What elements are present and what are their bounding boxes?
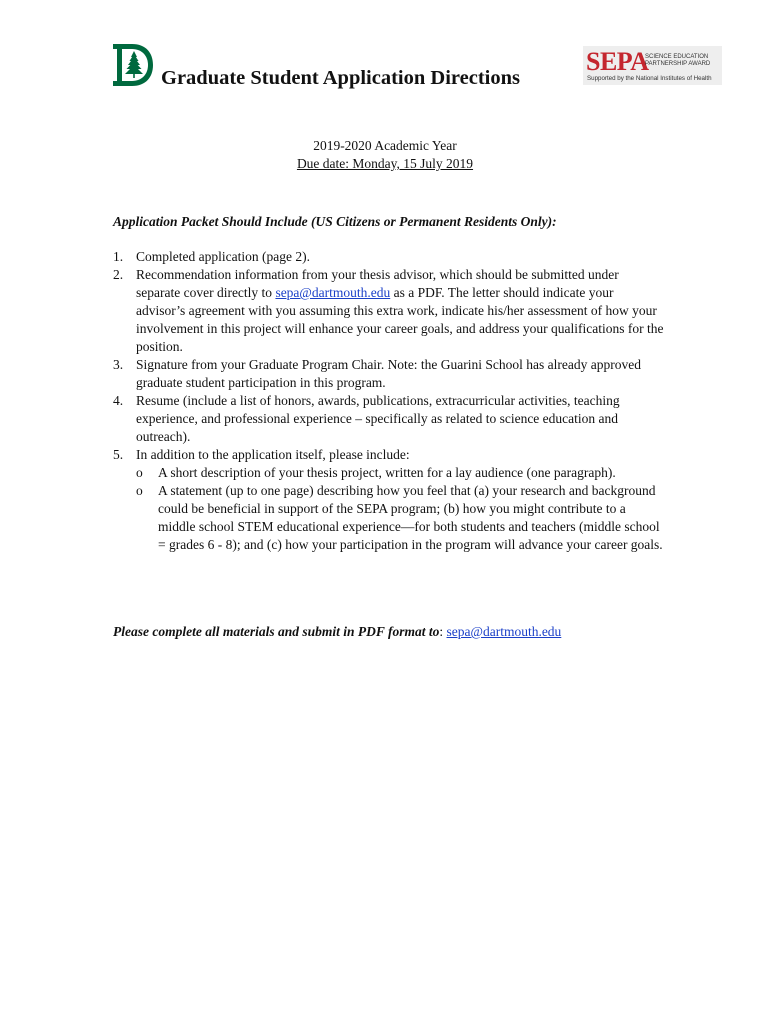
list-item-text: Completed application (page 2). <box>136 249 310 264</box>
sub-list-bullet: o <box>136 465 143 480</box>
sub-list-item-text: A short description of your thesis project, written for a lay audience (one paragraph). <box>158 465 616 480</box>
list-item-text-continued: as a PDF. The letter should indicate your advisor’s agreement with you assuming this extra work, indicate his/her assessment of how your involvement in this project will enhance your career goals, and address your qualifications for the position. <box>136 285 664 354</box>
closing-instruction <box>113 623 561 641</box>
section-heading: Application Packet Should Include (US Citizens or Permanent Residents Only): <box>113 214 557 229</box>
list-item <box>0 248 666 266</box>
closing-email-link[interactable]: sepa@dartmouth.edu <box>446 624 562 639</box>
document-title: Graduate Student Application Directions <box>161 67 520 89</box>
list-item-text: Recommendation information from your thesis advisor, which should be submitted under separate cover directly to <box>136 267 619 300</box>
list-item <box>0 356 666 392</box>
list-item-number: 4. <box>113 393 124 408</box>
list-item-number: 1. <box>113 249 124 264</box>
list-item <box>0 446 666 464</box>
academic-year: 2019-2020 Academic Year <box>313 138 457 153</box>
dartmouth-d-logo-icon <box>113 44 153 86</box>
due-date <box>0 155 770 173</box>
sub-list-item <box>0 482 666 554</box>
list-item-text: Signature from your Graduate Program Chair. Note: the Guarini School has already approved graduate student participation in this program. <box>136 357 641 390</box>
sub-list-bullet: o <box>136 483 143 498</box>
closing-emphasis: Please complete all materials and submit in PDF format to <box>113 624 440 639</box>
list-item-number: 5. <box>113 447 124 462</box>
list-item <box>0 392 666 446</box>
sepa-logo-line2: PARTNERSHIP AWARD <box>645 61 711 67</box>
sepa-logo-word: SEPA <box>586 47 649 76</box>
sepa-logo-line1: SCIENCE EDUCATION <box>645 54 709 60</box>
requirements-list <box>0 248 770 554</box>
sepa-logo-tagline: Supported by the National Institutes of Health <box>587 75 712 82</box>
list-item-text: Resume (include a list of honors, awards, publications, extracurricular activities, teaching experience, and professional experience – specifically as related to science education and outreach). <box>136 393 620 444</box>
due-date-text: Due date: Monday, 15 July 2019 <box>296 156 474 171</box>
list-item <box>0 266 666 356</box>
list-item-number: 3. <box>113 357 124 372</box>
closing-separator: : <box>439 624 447 639</box>
sub-list-item <box>0 464 666 482</box>
list-item-number: 2. <box>113 267 124 282</box>
list-item-text: In addition to the application itself, please include: <box>136 447 410 462</box>
sepa-email-link[interactable]: sepa@dartmouth.edu <box>275 285 391 300</box>
sepa-logo <box>583 46 722 85</box>
sub-list-item-text: A statement (up to one page) describing how you feel that (a) your research and background could be beneficial in support of the SEPA program; (b) how you might contribute to a middle school STEM educational experience—for both students and teachers (middle school = grades 6 - 8); and (c) how your participation in the program will advance your career goals. <box>158 483 663 552</box>
